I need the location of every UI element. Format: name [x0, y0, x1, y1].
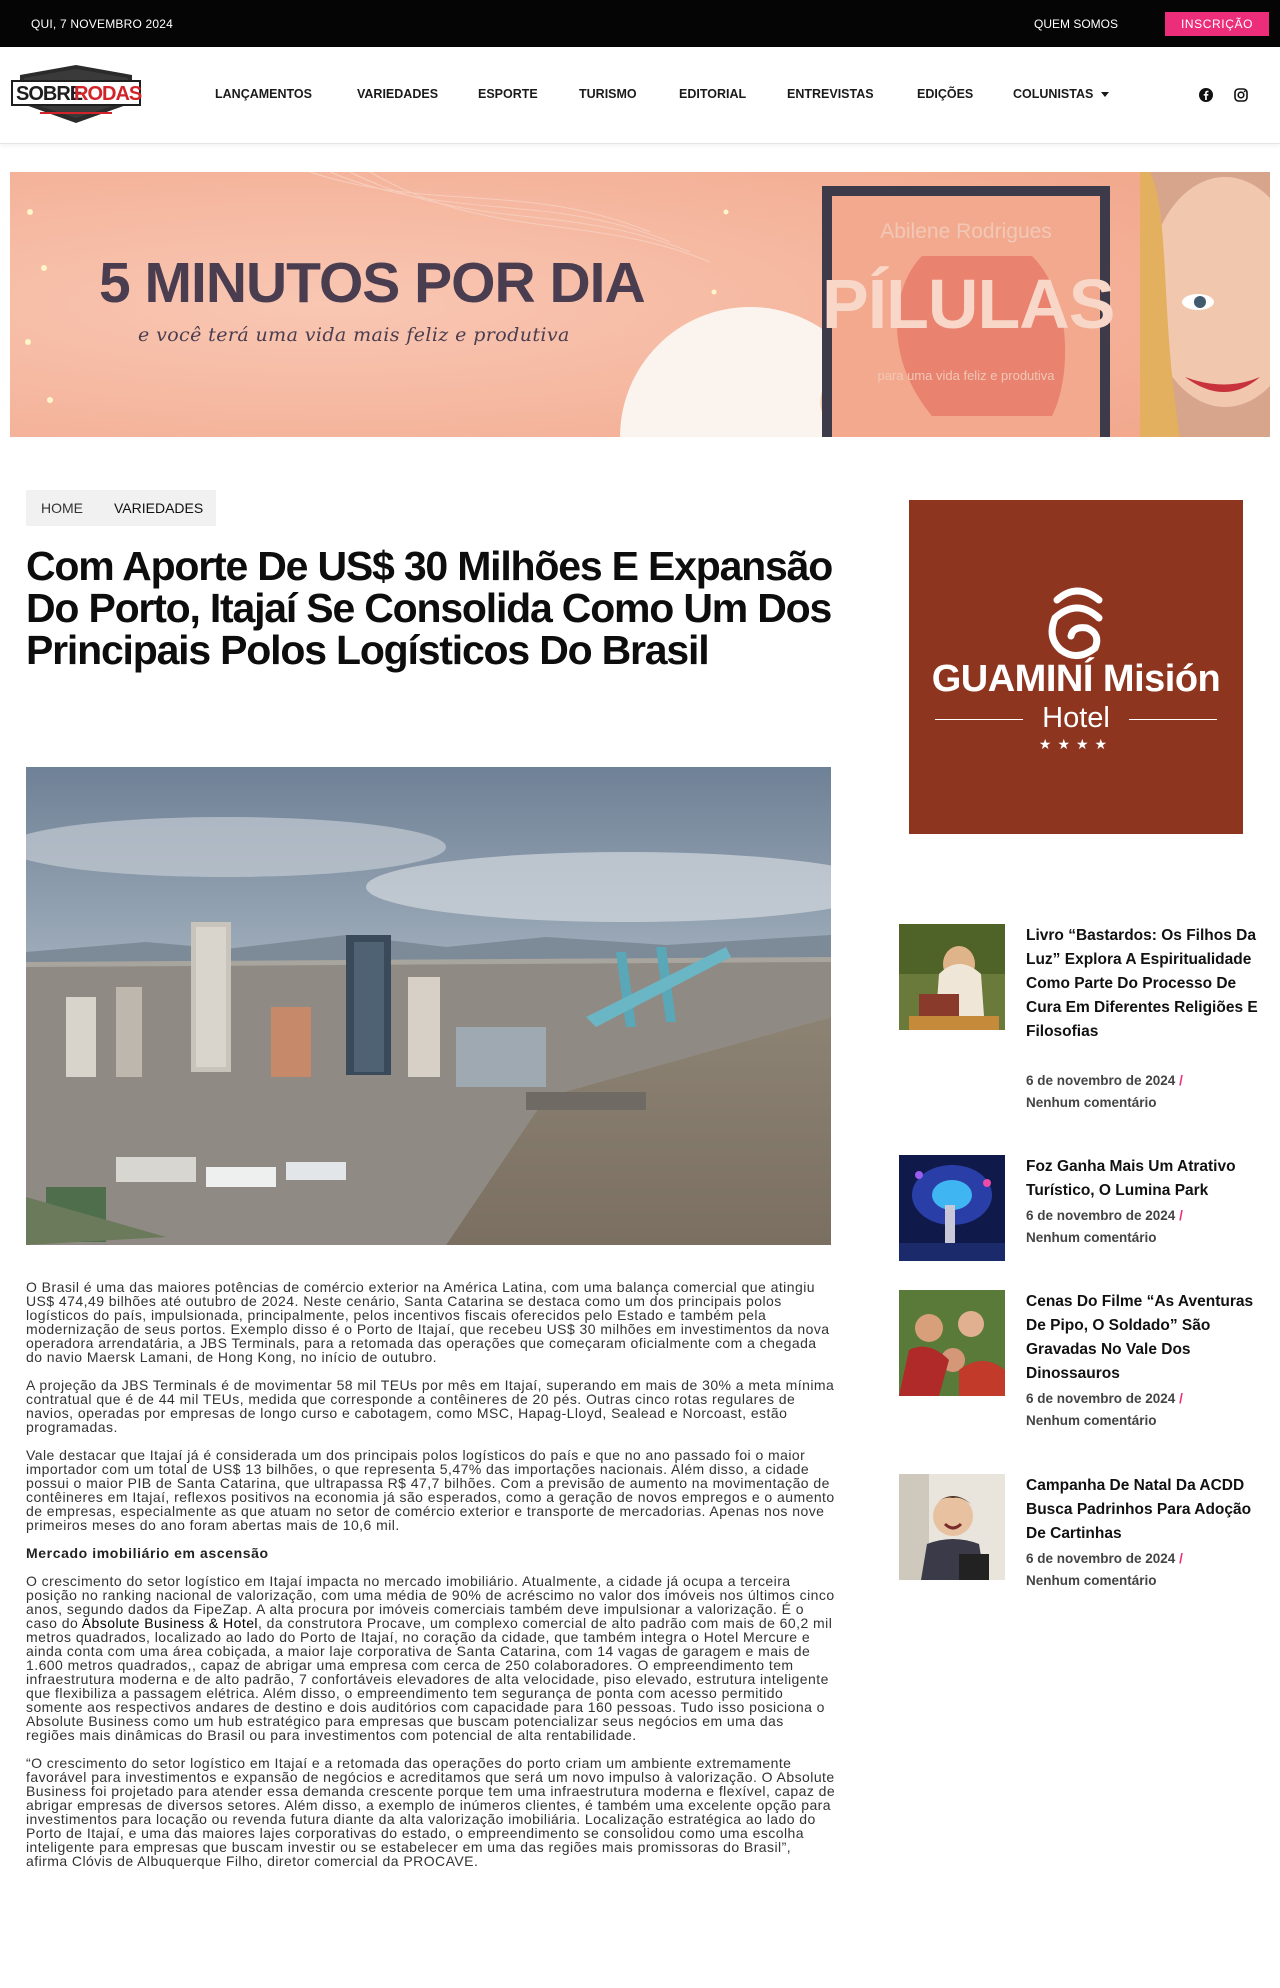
- hotel-ad[interactable]: [909, 500, 1243, 834]
- svg-text:SOBRE: SOBRE: [16, 83, 83, 105]
- article-text: , da construtora Procave, um complexo comercial de alto padrão com mais de 60,2 mil metros quadrados, localizado ao lado do Porto de Itajaí, no coração da cidade, que também integra o Hotel Mercure e ainda conta com uma área cobiçada, a maior laje corporativa de Santa Catarina, com 14 vagas de garagem e mais de 1.600 metros quadrados,, capaz de abrigar uma empresa com cerca de 250 colaboradores. O empreendimento tem infraestrutura moderna e de alto padrão, 7 confortáveis elevadores de alta velocidade, piso elevado, estrutura inteligente que flexibiliza a passagem elétrica. Além disso, o empreendimento tem segurança de ponta com acesso permitido somente aos respectivos andares de destino e dois auditórios com capacidade para 160 pessoas. Tudo isso posiciona o Absolute Business como um hub estratégico para empresas que buscam potencializar seus negócios em uma das regiões mais dinâmicas do Brasil ou para investimentos com potencial de alta rentabilidade.: [26, 1615, 833, 1743]
- nav-edicoes[interactable]: EDIÇÕES: [917, 87, 974, 101]
- post-comments[interactable]: Nenhum comentário: [1026, 1413, 1157, 1428]
- post-meta: [1026, 1205, 1261, 1249]
- facebook-icon[interactable]: [1198, 87, 1214, 103]
- breadcrumb: [26, 490, 216, 526]
- meta-separator: /: [1179, 1208, 1183, 1223]
- article-body: [26, 1280, 836, 1882]
- hotel-name: GUAMINÍ Misión: [931, 658, 1221, 700]
- nav-variedades[interactable]: VARIEDADES: [357, 87, 439, 101]
- article-paragraph: O Brasil é uma das maiores potências de comércio exterior na América Latina, com uma balança comercial que atingiu US$ 474,49 bilhões até outubro de 2024. Neste cenário, Santa Catarina se destaca como um dos principais polos logísticos do país, impulsionada, principalmente, pelos incentivos fiscais oferecidos pelo Estado e também pela modernização de seus portos. Exemplo disso é o Porto de Itajaí, que recebeu US$ 30 milhões em investimentos da nova operadora arrendatária, a JBS Terminals, para a retomada das operações que começaram oficialmente com a chegada do navio Maersk Lamani, de Hong Kong, no início de outubro.: [26, 1279, 830, 1365]
- article-paragraph: “O crescimento do setor logístico em Itajaí e a retomada das operações do porto criam um ambiente extremamente favorável para investimentos e expansão de negócios e acreditamos que será um novo impulso à valorização. O Absolute Business foi projetado para atender essa demanda crescente porque tem uma infraestrutura moderna e flexível, capaz de abrigar empresas de diversos setores. Além disso, a exemplo de inúmeros clientes, é também uma excelente opção para investimentos para locação ou revenda futura diante da alta valorização imobiliária. Localização estratégica ao lado do Porto de Itajaí, e uma das maiores lajes corporativas do estado, o empreendimento se consolidou como uma escolha inteligente para empresas que buscam investir ou se estabelecer em uma das regiões mais promissoras do Brasil”, afirma Clóvis de Albuquerque Filho, diretor comercial da PROCAVE.: [26, 1755, 836, 1869]
- article-title: Com Aporte De US$ 30 Milhões E Expansão Do Porto, Itajaí Se Consolida Como Um Dos Principais Polos Logísticos Do Brasil: [26, 543, 833, 673]
- post-title[interactable]: Livro “Bastardos: Os Filhos Da Luz” Explora A Espiritualidade Como Parte Do Processo De Cura Em Diferentes Religiões E Filosofias: [1026, 927, 1258, 1040]
- post-date: 6 de novembro de 2024: [1026, 1551, 1176, 1566]
- nav-editorial[interactable]: EDITORIAL: [679, 87, 747, 101]
- about-us-link[interactable]: QUEM SOMOS: [1034, 17, 1119, 31]
- current-date: QUI, 7 NOVEMBRO 2024: [31, 17, 174, 31]
- nav-turismo[interactable]: TURISMO: [579, 87, 637, 101]
- post-meta: [1026, 1070, 1261, 1114]
- absolute-business-link[interactable]: Absolute Business & Hotel: [81, 1615, 258, 1631]
- post-thumbnail[interactable]: [899, 924, 1005, 1030]
- post-thumbnail[interactable]: [899, 1155, 1005, 1261]
- nav-colunistas[interactable]: [1013, 87, 1109, 101]
- breadcrumb-home[interactable]: HOME: [41, 500, 83, 516]
- subscribe-button[interactable]: INSCRIÇÃO: [1165, 12, 1269, 36]
- nav-esporte[interactable]: ESPORTE: [478, 87, 538, 101]
- post-thumbnail[interactable]: [899, 1290, 1005, 1396]
- article-paragraph: Vale destacar que Itajaí já é considerada um dos principais polos logísticos do país e que no ano passado foi o maior importador com um total de US$ 13 bilhões, o que representa 5,47% das importações nacionais. Além disso, a cidade possui o maior PIB de Santa Catarina, que ultrapassa R$ 47,7 bilhões. Com a previsão de aumento na movimentação de contêineres em Itajaí, reflexos positivos na economia já são esperados, como a geração de novos empregos e o aumento de empresas, especialmente as que atuam no setor de comércio exterior e transporte de mercadorias. Apenas nos nove primeiros meses do ano foram abertas mais de 10,6 mil.: [26, 1447, 835, 1533]
- post-comments[interactable]: Nenhum comentário: [1026, 1230, 1157, 1245]
- book-subtitle: para uma vida feliz e produtiva: [877, 368, 1055, 383]
- instagram-icon[interactable]: [1233, 87, 1249, 103]
- banner-tagline: e você terá uma vida mais feliz e produtiva: [138, 324, 570, 346]
- breadcrumb-current[interactable]: VARIEDADES: [114, 500, 204, 516]
- post-date: 6 de novembro de 2024: [1026, 1208, 1176, 1223]
- svg-text:RODAS: RODAS: [74, 83, 142, 105]
- nav-lancamentos[interactable]: LANÇAMENTOS: [215, 87, 312, 101]
- nav-entrevistas[interactable]: ENTREVISTAS: [787, 87, 874, 101]
- advertising-banner[interactable]: [10, 172, 1270, 437]
- post-thumbnail[interactable]: [899, 1474, 1005, 1580]
- post-comments[interactable]: Nenhum comentário: [1026, 1573, 1157, 1588]
- article-text: O crescimento do setor logístico em Itajaí impacta no mercado imobiliário. Atualmente, a cidade já ocupa a terceira posição no ranking nacional de valorização, com uma média de 90% de acréscimo no valor dos imóveis nos últimos cinco anos, segundo dados da FipeZap. A alta procura por imóveis comerciais também deve impulsionar a valorização. É o caso do: [26, 1573, 835, 1631]
- hotel-stars: ★★★★: [1038, 736, 1114, 752]
- post-title[interactable]: Cenas Do Filme “As Aventuras De Pipo, O Soldado” São Gravadas No Vale Dos Dinossauros: [1026, 1293, 1254, 1382]
- book-title: PÍLULAS: [822, 265, 1115, 343]
- meta-separator: /: [1179, 1391, 1183, 1406]
- divider: [1129, 719, 1217, 720]
- site-header: [0, 47, 1280, 144]
- post-title[interactable]: Campanha De Natal Da ACDD Busca Padrinhos Para Adoção De Cartinhas: [1026, 1477, 1252, 1542]
- post-meta: [1026, 1388, 1261, 1432]
- article-subheading: Mercado imobiliário em ascensão: [26, 1545, 269, 1561]
- top-bar: [0, 0, 1280, 47]
- book-author: Abilene Rodrigues: [880, 220, 1052, 243]
- site-logo[interactable]: [10, 61, 142, 127]
- chevron-down-icon: [1101, 92, 1109, 97]
- banner-headline: 5 MINUTOS POR DIA: [99, 251, 645, 315]
- meta-separator: /: [1179, 1073, 1183, 1088]
- nav-colunistas-label: COLUNISTAS: [1013, 87, 1094, 101]
- post-date: 6 de novembro de 2024: [1026, 1073, 1176, 1088]
- post-meta: [1026, 1548, 1261, 1592]
- article-paragraph: A projeção da JBS Terminals é de movimentar 58 mil TEUs por mês em Itajaí, superando em mais de 30% a meta mínima contratual que é de 44 mil TEUs, medida que corresponde a contêineres de 20 pés. Outras cinco rotas regulares de navios, operadas por empresas de longo curso e cabotagem, como MSC, Hapag-Lloyd, Sealead e Norcoast, estão programadas.: [26, 1377, 835, 1435]
- hotel-subtitle: Hotel: [1042, 702, 1110, 734]
- article-hero-image: [26, 767, 831, 1245]
- post-date: 6 de novembro de 2024: [1026, 1391, 1176, 1406]
- post-title[interactable]: Foz Ganha Mais Um Atrativo Turístico, O Lumina Park: [1026, 1158, 1236, 1199]
- meta-separator: /: [1179, 1551, 1183, 1566]
- book-cover: [822, 186, 1115, 437]
- post-comments[interactable]: Nenhum comentário: [1026, 1095, 1157, 1110]
- article-paragraph: [26, 1574, 836, 1742]
